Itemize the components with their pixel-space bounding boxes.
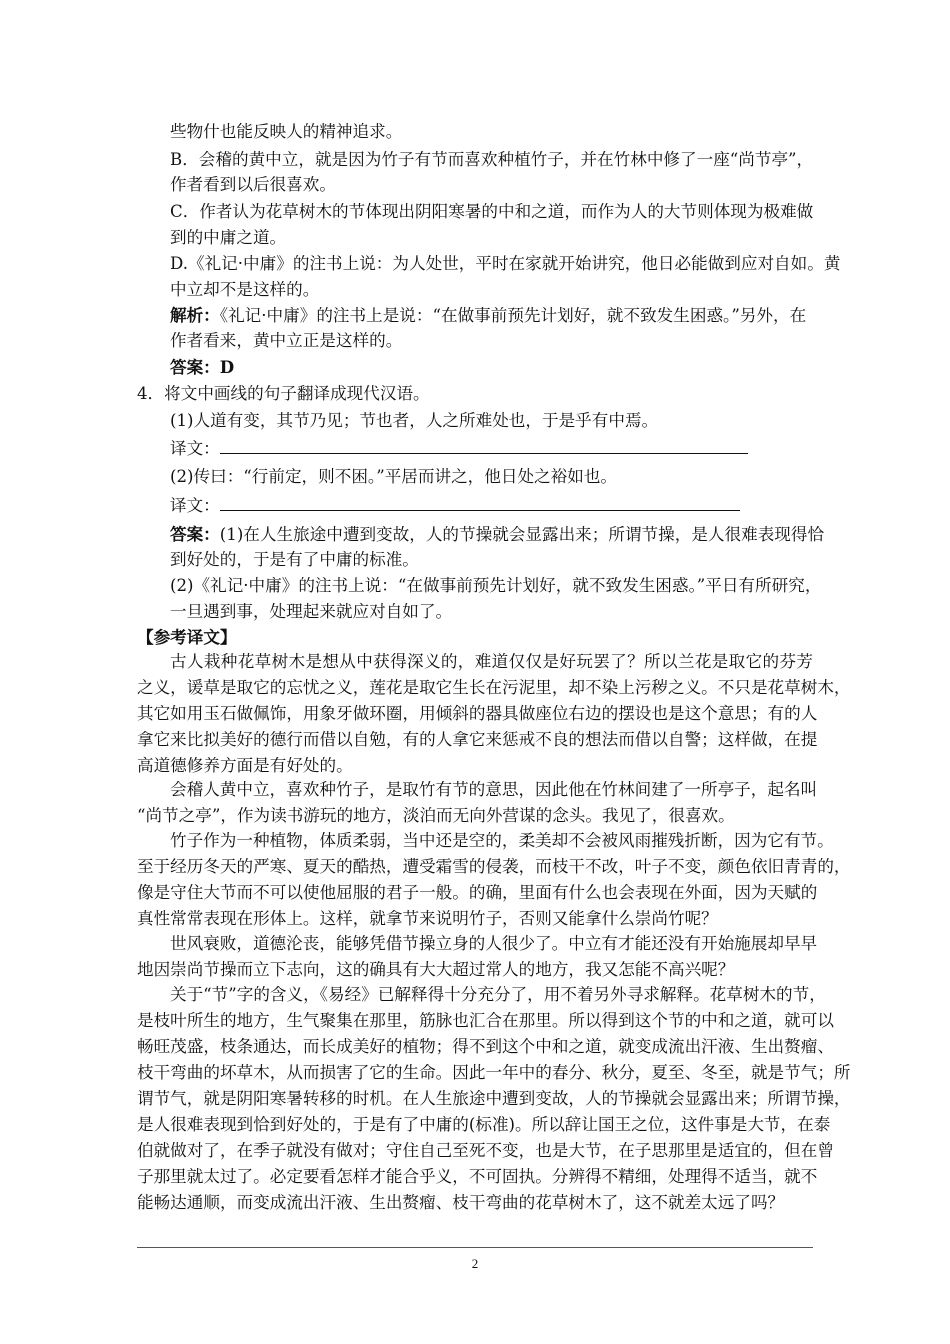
q4-translation-1 (170, 437, 748, 461)
ref-p4-line1: 世风衰败，道德沦丧，能够凭借节操立身的人很少了。中立有才能还没有开始施展却早早 (170, 934, 818, 953)
ref-p2-line2: “尚节之亭”，作为读书游玩的地方，淡泊而无向外营谋的念头。我见了，很喜欢。 (137, 806, 735, 825)
q4-answer-1a: (1)在人生旅途中遭到变故，人的节操就会显露出来；所谓节操，是人很难表现得恰 (219, 525, 825, 544)
ref-p5-line4: 枝干弯曲的坏草木，从而损害了它的生命。因此一年中的春分、秋分，夏至、冬至，就是节气；所 (137, 1063, 851, 1082)
option-d-line1: D.《礼记·中庸》的注书上说：为人处世，平时在家就开始讲究，他日必能做到应对自如。黄 (170, 254, 841, 273)
ref-p3-line1: 竹子作为一种植物，体质柔弱，当中还是空的，柔美却不会被风雨摧残折断，因为它有节。 (170, 831, 834, 850)
analysis-text-1: 《礼记·中庸》的注书上是说：“在做事前预先计划好，就不致发生困惑。”另外，在 (219, 306, 807, 325)
q4-answer-label: 答案： (170, 524, 220, 544)
ref-p1-line1: 古人栽种花草树木是想从中获得深义的，难道仅仅是好玩罢了？所以兰花是取它的芬芳 (170, 652, 813, 671)
q4-translation-2 (170, 494, 740, 518)
ref-p3-line2: 至于经历冬天的严寒、夏天的酷热，遭受霜雪的侵袭，而枝干不改，叶子不变，颜色依旧青青的， (137, 857, 851, 876)
ref-p3-line4: 真性常常表现在形体上。这样，就拿节来说明竹子，否则又能拿什么崇尚竹呢？ (137, 909, 718, 928)
translation-label-2: 译文： (170, 496, 220, 515)
ref-p2-line1: 会稽人黄中立，喜欢种竹子，是取竹有节的意思，因此他在竹林间建了一所亭子，起名叫 (170, 780, 818, 799)
option-d-line2: 中立却不是这样的。 (170, 280, 320, 299)
q4-sentence-1: (1)人道有变，其节乃见；节也者，人之所难处也，于是乎有中焉。 (170, 411, 659, 430)
option-b-line1: B．会稽的黄中立，就是因为竹子有节而喜欢种植竹子，并在竹林中修了一座“尚节亭”， (170, 150, 814, 169)
q3-answer-label: 答案： (170, 357, 220, 377)
ref-p5-line2: 是枝叶所生的地方，生气聚集在那里，筋脉也汇合在那里。所以得到这个节的中和之道，就可以 (137, 1011, 834, 1030)
q4-answer-line3: (2)《礼记·中庸》的注书上说：“在做事前预先计划好，就不致发生困惑。”平日有所研究， (170, 576, 822, 595)
q4-answer-line2: 到好处的，于是有了中庸的标准。 (170, 550, 419, 569)
translation-blank-2[interactable] (220, 494, 740, 511)
analysis-label: 解析： (170, 305, 220, 325)
option-c-line1: C．作者认为花草树木的节体现出阴阳寒暑的中和之道，而作为人的大节则体现为极难做 (170, 202, 814, 221)
ref-p3-line3: 像是守住大节而不可以使他屈服的君子一般。的确，里面有什么也会表现在外面，因为天赋的 (137, 883, 818, 902)
option-b-line2: 作者看到以后很喜欢。 (170, 175, 336, 194)
ref-p5-line7: 伯就做对了，在季子就没有做对；守住自己至死不变，也是大节，在子思那里是适宜的，但在曾 (137, 1141, 834, 1160)
q4-sentence-2: (2)传曰：“行前定，则不困。”平居而讲之，他日处之裕如也。 (170, 467, 618, 486)
analysis-line2: 作者看来，黄中立正是这样的。 (170, 331, 403, 350)
translation-label-1: 译文： (170, 439, 220, 458)
reference-heading: 【参考译文】 (137, 627, 237, 647)
ref-p1-line2: 之义，谖草是取它的忘忧之义，莲花是取它生长在污泥里，却不染上污秽之义。不只是花草树木， (137, 678, 851, 697)
footer-rule (137, 1247, 813, 1248)
q4-stem: 4．将文中画线的句子翻译成现代汉语。 (137, 384, 430, 403)
ref-p1-line3: 其它如用玉石做佩饰，用象牙做环圈，用倾斜的器具做座位右边的摆设也是这个意思；有的人 (137, 704, 818, 723)
ref-p5-line9: 能畅达通顺，而变成流出汗液、生出赘瘤、枝干弯曲的花草树木了，这不就差太远了吗？ (137, 1193, 785, 1212)
q4-answer-line1 (170, 522, 824, 547)
translation-blank-1[interactable] (220, 437, 748, 454)
analysis-line1 (170, 303, 806, 328)
ref-p4-line2: 地因崇尚节操而立下志向，这的确具有大大超过常人的地方，我又怎能不高兴呢？ (137, 960, 735, 979)
ref-p5-line3: 畅旺茂盛，枝条通达，而长成美好的植物；得不到这个中和之道，就变成流出汗液、生出赘瘤、 (137, 1037, 834, 1056)
option-c-line2: 到的中庸之道。 (170, 228, 287, 247)
option-a-tail: 些物什也能反映人的精神追求。 (170, 122, 403, 141)
ref-p5-line6: 是人很难表现到恰到好处的，于是有了中庸的(标准)。所以辞让国王之位，这件事是大节，在泰 (137, 1115, 831, 1134)
ref-p5-line1: 关于“节”字的含义，《易经》已解释得十分充分了，用不着另外寻求解释。花草树木的节， (170, 985, 826, 1004)
page-number: 2 (471, 1256, 479, 1271)
ref-p5-line8: 子那里就太过了。必定要看怎样才能合乎义，不可固执。分辨得不精细，处理得不适当，就不 (137, 1167, 818, 1186)
ref-p1-line5: 高道德修养方面是有好处的。 (137, 756, 353, 775)
ref-p1-line4: 拿它来比拟美好的德行而借以自勉，有的人拿它来惩戒不良的想法而借以自警；这样做，在提 (137, 730, 818, 749)
q3-answer (170, 355, 234, 379)
ref-p5-line5: 谓节气，就是阴阳寒暑转移的时机。在人生旅途中遭到变故，人的节操就会显露出来；所谓节操， (137, 1089, 851, 1108)
q3-answer-value: D (219, 357, 235, 377)
q4-answer-line4: 一旦遇到事，处理起来就应对自如了。 (170, 602, 453, 621)
